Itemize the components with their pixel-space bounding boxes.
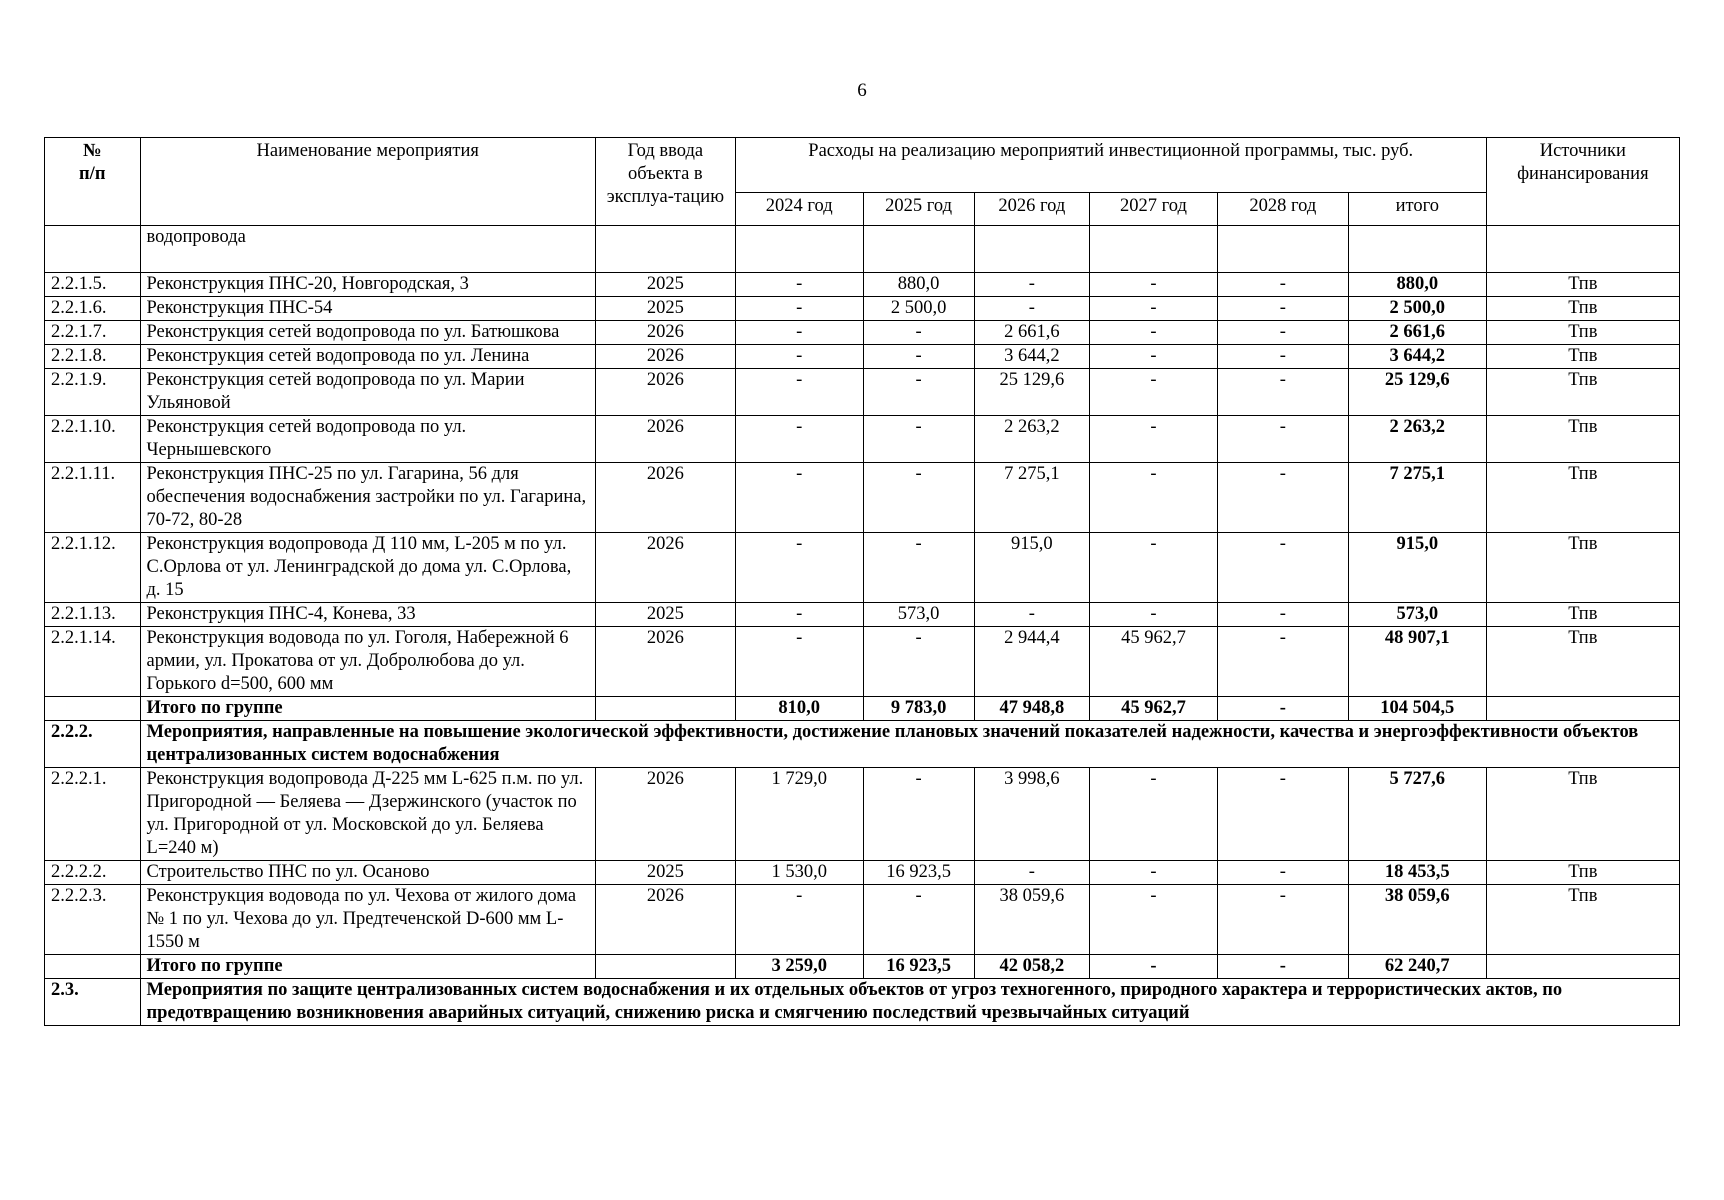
- header-num: № п/п: [45, 138, 141, 226]
- cell-name: Реконструкция водовода по ул. Чехова от жилого дома № 1 по ул. Чехова до ул. Предтеченской D-600 мм L-1550 м: [140, 885, 595, 955]
- cell-total: 104 504,5: [1348, 697, 1486, 721]
- header-name: Наименование мероприятия: [140, 138, 595, 226]
- cell-total: 880,0: [1348, 273, 1486, 297]
- cell-2028: -: [1217, 955, 1348, 979]
- cell-2026: 2 263,2: [974, 416, 1090, 463]
- cell-2024: -: [735, 603, 863, 627]
- cell-2025: -: [863, 369, 974, 416]
- table-row: [45, 297, 1680, 321]
- cell-total: 5 727,6: [1348, 768, 1486, 861]
- cell-2028: -: [1217, 697, 1348, 721]
- cell-source: Тпв: [1486, 416, 1679, 463]
- cell-2028: -: [1217, 416, 1348, 463]
- table-row: [45, 603, 1680, 627]
- cell-2026: 25 129,6: [974, 369, 1090, 416]
- cell-name: Реконструкция водопровода Д 110 мм, L-205 м по ул. С.Орлова от ул. Ленинградской до дома ул. С.Орлова, д. 15: [140, 533, 595, 603]
- cell-2026: 2 944,4: [974, 627, 1090, 697]
- table-row: [45, 627, 1680, 697]
- group-total-row: [45, 955, 1680, 979]
- cell-num: [45, 955, 141, 979]
- cell-2026: 7 275,1: [974, 463, 1090, 533]
- cell-2026: 915,0: [974, 533, 1090, 603]
- cell-2027: -: [1090, 603, 1218, 627]
- cell-2025: 2 500,0: [863, 297, 974, 321]
- cell-2024: -: [735, 463, 863, 533]
- cell-total: [1348, 226, 1486, 273]
- cell-2025: -: [863, 885, 974, 955]
- cell-2027: -: [1090, 416, 1218, 463]
- cell-name: Реконструкция сетей водопровода по ул. Марии Ульяновой: [140, 369, 595, 416]
- cell-2027: [1090, 226, 1218, 273]
- header-expenses: Расходы на реализацию мероприятий инвестиционной программы, тыс. руб.: [735, 138, 1486, 193]
- cell-2024: -: [735, 345, 863, 369]
- cell-source: [1486, 955, 1679, 979]
- cell-2028: -: [1217, 297, 1348, 321]
- cell-source: Тпв: [1486, 768, 1679, 861]
- header-2028: 2028 год: [1217, 193, 1348, 226]
- cell-name: Реконструкция сетей водопровода по ул. Чернышевского: [140, 416, 595, 463]
- cell-2026: 3 998,6: [974, 768, 1090, 861]
- cell-2024: -: [735, 321, 863, 345]
- cell-2027: -: [1090, 463, 1218, 533]
- cell-2028: -: [1217, 463, 1348, 533]
- cell-2025: 880,0: [863, 273, 974, 297]
- cell-2024: -: [735, 627, 863, 697]
- section-num: 2.2.2.: [45, 721, 141, 768]
- cell-source: Тпв: [1486, 321, 1679, 345]
- cell-2028: -: [1217, 533, 1348, 603]
- cell-year: [595, 955, 735, 979]
- cell-2028: -: [1217, 627, 1348, 697]
- cell-2024: -: [735, 369, 863, 416]
- cell-2024: 1 729,0: [735, 768, 863, 861]
- cell-year: 2025: [595, 273, 735, 297]
- cell-source: Тпв: [1486, 627, 1679, 697]
- cell-source: Тпв: [1486, 345, 1679, 369]
- cell-2028: -: [1217, 885, 1348, 955]
- cell-2026: 3 644,2: [974, 345, 1090, 369]
- cell-2025: -: [863, 321, 974, 345]
- cell-2025: [863, 226, 974, 273]
- investment-program-table: [44, 137, 1680, 1026]
- cell-2026: -: [974, 297, 1090, 321]
- cell-num: 2.2.1.10.: [45, 416, 141, 463]
- cell-total: 48 907,1: [1348, 627, 1486, 697]
- cell-name: Реконструкция сетей водопровода по ул. Батюшкова: [140, 321, 595, 345]
- cell-2026: 2 661,6: [974, 321, 1090, 345]
- cell-total: 7 275,1: [1348, 463, 1486, 533]
- cell-2028: -: [1217, 861, 1348, 885]
- cell-2027: -: [1090, 345, 1218, 369]
- cell-2028: -: [1217, 345, 1348, 369]
- cell-name: Реконструкция ПНС-4, Конева, 33: [140, 603, 595, 627]
- cell-2027: 45 962,7: [1090, 697, 1218, 721]
- header-2025: 2025 год: [863, 193, 974, 226]
- cell-source: [1486, 697, 1679, 721]
- table-row: [45, 861, 1680, 885]
- cell-total: 38 059,6: [1348, 885, 1486, 955]
- cell-2027: -: [1090, 861, 1218, 885]
- table-row: [45, 321, 1680, 345]
- cell-2024: 810,0: [735, 697, 863, 721]
- cell-total: 25 129,6: [1348, 369, 1486, 416]
- cell-year: [595, 697, 735, 721]
- cell-2025: 573,0: [863, 603, 974, 627]
- cell-2026: 47 948,8: [974, 697, 1090, 721]
- cell-2024: 1 530,0: [735, 861, 863, 885]
- cell-2027: -: [1090, 955, 1218, 979]
- cell-num: 2.2.2.2.: [45, 861, 141, 885]
- cell-2024: -: [735, 297, 863, 321]
- cell-2024: -: [735, 273, 863, 297]
- cell-2026: -: [974, 861, 1090, 885]
- cell-name: Реконструкция сетей водопровода по ул. Ленина: [140, 345, 595, 369]
- cell-year: 2026: [595, 768, 735, 861]
- table-row: [45, 345, 1680, 369]
- cell-2027: -: [1090, 321, 1218, 345]
- cell-2024: -: [735, 533, 863, 603]
- cell-total: 915,0: [1348, 533, 1486, 603]
- cell-2024: [735, 226, 863, 273]
- cell-2027: 45 962,7: [1090, 627, 1218, 697]
- section-title: Мероприятия, направленные на повышение экологической эффективности, достижение плановых значений показателей надежности, качества и энергоэффективности объектов централизованных систем водоснабжения: [140, 721, 1679, 768]
- cell-2027: -: [1090, 273, 1218, 297]
- cell-source: [1486, 226, 1679, 273]
- continuation-row: [45, 226, 1680, 273]
- cell-source: Тпв: [1486, 463, 1679, 533]
- cell-2027: -: [1090, 885, 1218, 955]
- cell-2025: 16 923,5: [863, 955, 974, 979]
- page-number: 6: [857, 80, 867, 101]
- cell-num: 2.2.1.8.: [45, 345, 141, 369]
- table-row: [45, 768, 1680, 861]
- cell-num: 2.2.1.9.: [45, 369, 141, 416]
- cell-year: 2026: [595, 885, 735, 955]
- header-2024: 2024 год: [735, 193, 863, 226]
- cell-2024: -: [735, 885, 863, 955]
- cell-num: 2.2.1.14.: [45, 627, 141, 697]
- cell-2025: -: [863, 463, 974, 533]
- cell-name: Реконструкция ПНС-54: [140, 297, 595, 321]
- cell-2025: -: [863, 345, 974, 369]
- group-total-row: [45, 697, 1680, 721]
- cell-num: 2.2.2.1.: [45, 768, 141, 861]
- cell-2026: 38 059,6: [974, 885, 1090, 955]
- cell-2026: 42 058,2: [974, 955, 1090, 979]
- table-row: [45, 273, 1680, 297]
- cell-2025: 16 923,5: [863, 861, 974, 885]
- cell-name: Реконструкция ПНС-20, Новгородская, 3: [140, 273, 595, 297]
- cell-2025: -: [863, 627, 974, 697]
- cell-name: Реконструкция водопровода Д-225 мм L-625 п.м. по ул. Пригородной — Беляева — Дзержинского (участок по ул. Пригородной от ул. Московской до ул. Беляева L=240 м): [140, 768, 595, 861]
- cell-num: 2.2.1.5.: [45, 273, 141, 297]
- table-row: [45, 369, 1680, 416]
- cell-year: 2026: [595, 627, 735, 697]
- cell-2028: -: [1217, 603, 1348, 627]
- cell-name: Реконструкция ПНС-25 по ул. Гагарина, 56 для обеспечения водоснабжения застройки по ул. Гагарина, 70-72, 80-28: [140, 463, 595, 533]
- cell-year: 2026: [595, 416, 735, 463]
- cell-2027: -: [1090, 369, 1218, 416]
- cell-num: [45, 226, 141, 273]
- section-num: 2.3.: [45, 979, 141, 1026]
- cell-year: 2025: [595, 297, 735, 321]
- cell-year: 2026: [595, 345, 735, 369]
- table-row: [45, 463, 1680, 533]
- header-row-1: [45, 138, 1680, 193]
- cell-label: Итого по группе: [140, 697, 595, 721]
- cell-label: Итого по группе: [140, 955, 595, 979]
- cell-name: Реконструкция водовода по ул. Гоголя, Набережной 6 армии, ул. Прокатова от ул. Добролюбова до ул. Горького d=500, 600 мм: [140, 627, 595, 697]
- cell-year: [595, 226, 735, 273]
- section-row: [45, 979, 1680, 1026]
- cell-total: 18 453,5: [1348, 861, 1486, 885]
- cell-2026: -: [974, 603, 1090, 627]
- cell-year: 2025: [595, 861, 735, 885]
- cell-total: 2 500,0: [1348, 297, 1486, 321]
- cell-year: 2026: [595, 533, 735, 603]
- cell-num: [45, 697, 141, 721]
- cell-2027: -: [1090, 533, 1218, 603]
- cell-name: Строительство ПНС по ул. Осаново: [140, 861, 595, 885]
- cell-2028: -: [1217, 273, 1348, 297]
- cell-2025: -: [863, 416, 974, 463]
- cell-2026: -: [974, 273, 1090, 297]
- cell-source: Тпв: [1486, 297, 1679, 321]
- cell-num: 2.2.1.7.: [45, 321, 141, 345]
- cell-2024: -: [735, 416, 863, 463]
- cell-2028: -: [1217, 321, 1348, 345]
- table-row: [45, 416, 1680, 463]
- cell-2025: 9 783,0: [863, 697, 974, 721]
- cell-2026: [974, 226, 1090, 273]
- cell-year: 2026: [595, 321, 735, 345]
- cell-total: 62 240,7: [1348, 955, 1486, 979]
- cell-2025: -: [863, 533, 974, 603]
- section-row: [45, 721, 1680, 768]
- table-row: [45, 885, 1680, 955]
- cell-year: 2025: [595, 603, 735, 627]
- cell-num: 2.2.1.11.: [45, 463, 141, 533]
- cell-total: 2 661,6: [1348, 321, 1486, 345]
- cell-2028: [1217, 226, 1348, 273]
- cell-num: 2.2.1.13.: [45, 603, 141, 627]
- header-2026: 2026 год: [974, 193, 1090, 226]
- cell-2025: -: [863, 768, 974, 861]
- cell-num: 2.2.2.3.: [45, 885, 141, 955]
- cell-num: 2.2.1.6.: [45, 297, 141, 321]
- cell-2024: 3 259,0: [735, 955, 863, 979]
- cell-total: 3 644,2: [1348, 345, 1486, 369]
- header-sources: Источники финансирования: [1486, 138, 1679, 226]
- cell-source: Тпв: [1486, 603, 1679, 627]
- cell-total: 573,0: [1348, 603, 1486, 627]
- cell-source: Тпв: [1486, 533, 1679, 603]
- cell-source: Тпв: [1486, 861, 1679, 885]
- cell-num: 2.2.1.12.: [45, 533, 141, 603]
- cell-source: Тпв: [1486, 885, 1679, 955]
- cell-year: 2026: [595, 463, 735, 533]
- cell-year: 2026: [595, 369, 735, 416]
- cell-2027: -: [1090, 297, 1218, 321]
- header-total: итого: [1348, 193, 1486, 226]
- cell-2028: -: [1217, 369, 1348, 416]
- table-row: [45, 533, 1680, 603]
- cell-2027: -: [1090, 768, 1218, 861]
- cell-total: 2 263,2: [1348, 416, 1486, 463]
- header-year: Год ввода объекта в эксплуа-тацию: [595, 138, 735, 226]
- cell-source: Тпв: [1486, 369, 1679, 416]
- cell-source: Тпв: [1486, 273, 1679, 297]
- section-title: Мероприятия по защите централизованных систем водоснабжения и их отдельных объектов от угроз техногенного, природного характера и террористических актов, по предотвращению возникновения аварийных ситуаций, снижению риска и смягчению последствий чрезвычайных ситуаций: [140, 979, 1679, 1026]
- header-2027: 2027 год: [1090, 193, 1218, 226]
- cell-2028: -: [1217, 768, 1348, 861]
- cell-name: водопровода: [140, 226, 595, 273]
